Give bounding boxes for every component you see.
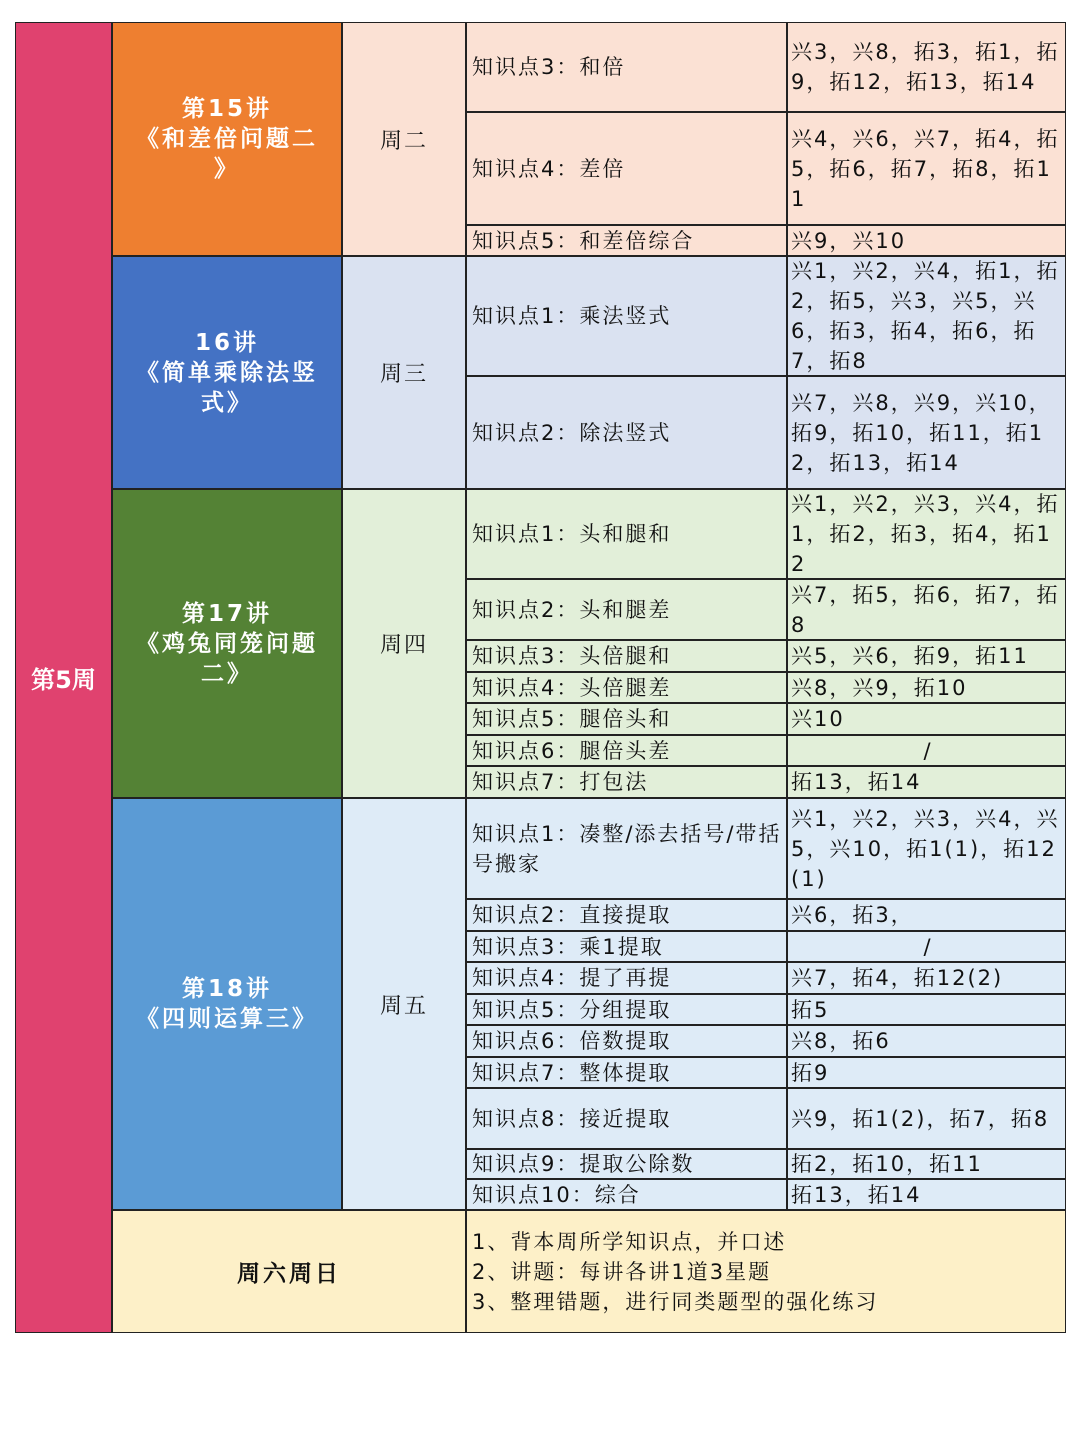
knowledge-point-cell: 知识点3：头倍腿和 [466, 640, 787, 672]
lecture-15-cell [112, 22, 342, 256]
knowledge-point-cell: 知识点1：凑整/添去括号/带括号搬家 [466, 798, 787, 899]
weekend-task-item: 2、讲题：每讲各讲1道3星题 [472, 1259, 772, 1284]
knowledge-point-cell: 知识点3：和倍 [466, 22, 787, 112]
lecture-subtitle-end: 式》 [201, 389, 253, 416]
weekend-task-item: 3、整理错题，进行同类题型的强化练习 [472, 1289, 879, 1314]
day-cell-fri: 周五 [342, 798, 466, 1210]
knowledge-point-cell: 知识点5：分组提取 [466, 994, 787, 1025]
knowledge-point-cell: 知识点5：和差倍综合 [466, 225, 787, 256]
exercise-list-cell: 兴1，兴2，兴3，兴4，兴5，兴10，拓1(1)，拓12(1) [787, 798, 1066, 899]
knowledge-point-cell: 知识点6：倍数提取 [466, 1025, 787, 1057]
lecture-title: 16讲 [194, 329, 259, 356]
exercise-list-cell: 兴8，拓6 [787, 1025, 1066, 1057]
knowledge-point-cell: 知识点4：头倍腿差 [466, 672, 787, 703]
exercise-list-cell: 兴9，拓1(2)，拓7，拓8 [787, 1088, 1066, 1149]
exercise-list-cell: 兴7，兴8，兴9，兴10，拓9，拓10，拓11，拓12，拓13，拓14 [787, 376, 1066, 489]
lecture-title: 第17讲 [181, 600, 272, 627]
knowledge-point-cell: 知识点4：提了再提 [466, 962, 787, 994]
knowledge-point-cell: 知识点5：腿倍头和 [466, 703, 787, 735]
lecture-16-cell [112, 256, 342, 489]
exercise-list-cell: 兴4，兴6，兴7，拓4，拓5，拓6，拓7，拓8，拓11 [787, 112, 1066, 225]
exercise-list-cell: 拓13，拓14 [787, 1179, 1066, 1210]
lecture-subtitle: 《四则运算三》 [136, 1006, 318, 1032]
knowledge-point-cell: 知识点2：头和腿差 [466, 579, 787, 640]
knowledge-point-cell: 知识点2：直接提取 [466, 899, 787, 931]
lecture-17-cell [112, 489, 342, 798]
day-cell-thu: 周四 [342, 489, 466, 798]
knowledge-point-cell: 知识点4：差倍 [466, 112, 787, 225]
exercise-list-cell: 兴7，拓4，拓12(2) [787, 962, 1066, 994]
knowledge-point-cell: 知识点9：提取公除数 [466, 1149, 787, 1179]
weekend-task-item: 1、背本周所学知识点，并口述 [472, 1229, 787, 1254]
exercise-list-cell: 兴6，拓3， [787, 899, 1066, 931]
knowledge-point-cell: 知识点7：打包法 [466, 766, 787, 798]
knowledge-point-cell: 知识点10：综合 [466, 1179, 787, 1210]
week-label: 第5周 [15, 22, 112, 1333]
exercise-list-cell: 兴10 [787, 703, 1066, 735]
exercise-list-cell: 拓9 [787, 1057, 1066, 1088]
lecture-subtitle-end: 》 [214, 156, 240, 182]
exercise-list-cell: / [787, 931, 1066, 962]
study-plan-table [15, 22, 1066, 1333]
knowledge-point-cell: 知识点8：接近提取 [466, 1088, 787, 1149]
exercise-list-cell: 兴8，兴9，拓10 [787, 672, 1066, 703]
exercise-list-cell: 拓13，拓14 [787, 766, 1066, 798]
day-cell-wed: 周三 [342, 256, 466, 489]
weekend-label: 周六周日 [112, 1210, 466, 1333]
weekend-task-list [466, 1210, 1066, 1333]
exercise-list-cell: 拓5 [787, 994, 1066, 1025]
exercise-list-cell: 兴1，兴2，兴3，兴4，拓1，拓2，拓3，拓4，拓12 [787, 489, 1066, 579]
exercise-list-cell: 兴7，拓5，拓6，拓7，拓8 [787, 579, 1066, 640]
knowledge-point-cell: 知识点7：整体提取 [466, 1057, 787, 1088]
lecture-subtitle: 《鸡兔同笼问题 [136, 630, 318, 657]
lecture-title: 第15讲 [181, 96, 272, 122]
knowledge-point-cell: 知识点1：头和腿和 [466, 489, 787, 579]
exercise-list-cell: 拓2，拓10，拓11 [787, 1149, 1066, 1179]
lecture-subtitle: 《简单乘除法竖 [136, 359, 318, 386]
lecture-title: 第18讲 [181, 976, 272, 1002]
knowledge-point-cell: 知识点1：乘法竖式 [466, 256, 787, 376]
knowledge-point-cell: 知识点6：腿倍头差 [466, 735, 787, 766]
lecture-subtitle-end: 二》 [201, 660, 253, 687]
exercise-list-cell: 兴3，兴8，拓3，拓1，拓9，拓12，拓13，拓14 [787, 22, 1066, 112]
lecture-18-cell [112, 798, 342, 1210]
exercise-list-cell: / [787, 735, 1066, 766]
knowledge-point-cell: 知识点2：除法竖式 [466, 376, 787, 489]
exercise-list-cell: 兴5，兴6，拓9，拓11 [787, 640, 1066, 672]
exercise-list-cell: 兴9，兴10 [787, 225, 1066, 256]
lecture-subtitle: 《和差倍问题二 [136, 126, 318, 152]
day-cell-tue: 周二 [342, 22, 466, 256]
knowledge-point-cell: 知识点3：乘1提取 [466, 931, 787, 962]
exercise-list-cell: 兴1，兴2，兴4，拓1，拓2，拓5，兴3，兴5，兴6，拓3，拓4，拓6，拓7，拓8 [787, 256, 1066, 376]
